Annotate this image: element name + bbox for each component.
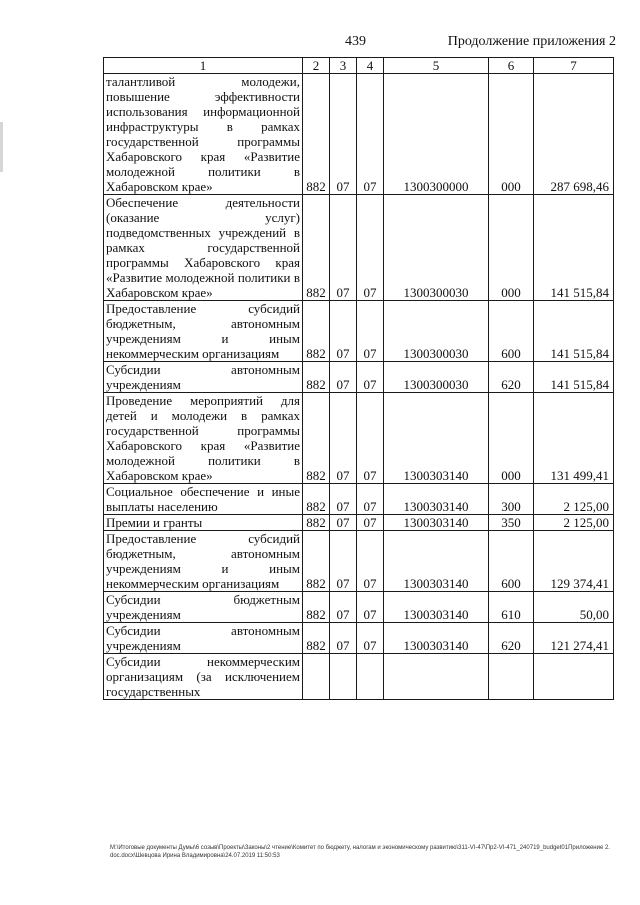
row-name-cell: Проведение мероприятий для детей и молодежи в рамках государственной программы Хабаровского края «Развитие молодежной политики в Хабаровском крае» bbox=[104, 393, 303, 484]
amount-cell: 141 515,84 bbox=[534, 195, 614, 301]
table-row bbox=[104, 301, 614, 362]
table-row bbox=[104, 531, 614, 592]
subsection-cell: 07 bbox=[357, 531, 384, 592]
row-name-cell: Субсидии некоммерческим организациям (за исключением государственных bbox=[104, 654, 303, 700]
target-article-cell bbox=[384, 654, 489, 700]
target-article-cell: 1300303140 bbox=[384, 592, 489, 623]
target-article-cell: 1300300030 bbox=[384, 301, 489, 362]
section-cell: 07 bbox=[330, 195, 357, 301]
table-row bbox=[104, 393, 614, 484]
section-cell: 07 bbox=[330, 362, 357, 393]
expense-type-cell: 610 bbox=[489, 592, 534, 623]
expense-type-cell: 350 bbox=[489, 515, 534, 531]
target-article-cell: 1300300000 bbox=[384, 74, 489, 195]
column-number-row bbox=[104, 58, 614, 74]
column-header: 6 bbox=[489, 58, 534, 74]
ministry-code-cell: 882 bbox=[303, 393, 330, 484]
budget-table bbox=[103, 57, 614, 700]
section-cell: 07 bbox=[330, 393, 357, 484]
amount-cell: 2 125,00 bbox=[534, 515, 614, 531]
subsection-cell: 07 bbox=[357, 393, 384, 484]
subsection-cell: 07 bbox=[357, 592, 384, 623]
table-row bbox=[104, 195, 614, 301]
expense-type-cell: 300 bbox=[489, 484, 534, 515]
ministry-code-cell: 882 bbox=[303, 301, 330, 362]
ministry-code-cell: 882 bbox=[303, 362, 330, 393]
subsection-cell: 07 bbox=[357, 623, 384, 654]
target-article-cell: 1300303140 bbox=[384, 531, 489, 592]
column-header: 2 bbox=[303, 58, 330, 74]
column-header: 4 bbox=[357, 58, 384, 74]
target-article-cell: 1300303140 bbox=[384, 623, 489, 654]
section-cell: 07 bbox=[330, 74, 357, 195]
target-article-cell: 1300303140 bbox=[384, 515, 489, 531]
ministry-code-cell: 882 bbox=[303, 484, 330, 515]
subsection-cell: 07 bbox=[357, 195, 384, 301]
amount-cell: 2 125,00 bbox=[534, 484, 614, 515]
amount-cell: 129 374,41 bbox=[534, 531, 614, 592]
ministry-code-cell bbox=[303, 654, 330, 700]
ministry-code-cell: 882 bbox=[303, 195, 330, 301]
row-name-cell: Субсидии автономным учреждениям bbox=[104, 362, 303, 393]
table-row bbox=[104, 74, 614, 195]
row-name-cell: Социальное обеспечение и иные выплаты населению bbox=[104, 484, 303, 515]
row-name-cell: Субсидии автономным учреждениям bbox=[104, 623, 303, 654]
table-row bbox=[104, 654, 614, 700]
amount-cell: 287 698,46 bbox=[534, 74, 614, 195]
page-number: 439 bbox=[345, 34, 366, 49]
ministry-code-cell: 882 bbox=[303, 515, 330, 531]
subsection-cell bbox=[357, 654, 384, 700]
expense-type-cell: 000 bbox=[489, 393, 534, 484]
subsection-cell: 07 bbox=[357, 515, 384, 531]
target-article-cell: 1300303140 bbox=[384, 484, 489, 515]
table-row bbox=[104, 362, 614, 393]
ministry-code-cell: 882 bbox=[303, 623, 330, 654]
expense-type-cell: 000 bbox=[489, 195, 534, 301]
column-header: 7 bbox=[534, 58, 614, 74]
target-article-cell: 1300300030 bbox=[384, 195, 489, 301]
amount-cell: 121 274,41 bbox=[534, 623, 614, 654]
column-header: 5 bbox=[384, 58, 489, 74]
appendix-continuation-note: Продолжение приложения 2 bbox=[447, 34, 616, 49]
row-name-cell: Предоставление субсидий бюджетным, автономным учреждениям и иным некоммерческим организациям bbox=[104, 531, 303, 592]
section-cell: 07 bbox=[330, 531, 357, 592]
amount-cell: 131 499,41 bbox=[534, 393, 614, 484]
row-name-cell: Премии и гранты bbox=[104, 515, 303, 531]
column-header: 1 bbox=[104, 58, 303, 74]
target-article-cell: 1300303140 bbox=[384, 393, 489, 484]
subsection-cell: 07 bbox=[357, 484, 384, 515]
amount-cell: 50,00 bbox=[534, 592, 614, 623]
amount-cell: 141 515,84 bbox=[534, 301, 614, 362]
ministry-code-cell: 882 bbox=[303, 531, 330, 592]
table-row bbox=[104, 623, 614, 654]
row-name-cell: Субсидии бюджетным учреждениям bbox=[104, 592, 303, 623]
table-row bbox=[104, 484, 614, 515]
ministry-code-cell: 882 bbox=[303, 74, 330, 195]
row-name-cell: талантливой молодежи, повышение эффективности использования информационной инфраструктуры в рамках государственной программы Хабаровского края «Развитие молодежной политики в Хабаровском крае» bbox=[104, 74, 303, 195]
expense-type-cell: 620 bbox=[489, 362, 534, 393]
table-row bbox=[104, 592, 614, 623]
document-path-footer: М:\Итоговые документы Думы\6 созыв\Проекты\Законы\2 чтение\Комитет по бюджету, налогам и экономическому развитию\311-VI-47\Пр2-VI-471_240719_budget01Приложение 2.doc.docx\Шевцова Ирина Владимировна\24.07.2019 11:50:53 bbox=[110, 845, 610, 859]
top-edge-artifact bbox=[430, 0, 640, 8]
scan-edge-mark bbox=[0, 122, 3, 172]
section-cell: 07 bbox=[330, 515, 357, 531]
section-cell bbox=[330, 654, 357, 700]
section-cell: 07 bbox=[330, 301, 357, 362]
section-cell: 07 bbox=[330, 484, 357, 515]
column-header: 3 bbox=[330, 58, 357, 74]
table-row bbox=[104, 515, 614, 531]
expense-type-cell: 600 bbox=[489, 531, 534, 592]
subsection-cell: 07 bbox=[357, 301, 384, 362]
ministry-code-cell: 882 bbox=[303, 592, 330, 623]
expense-type-cell bbox=[489, 654, 534, 700]
section-cell: 07 bbox=[330, 592, 357, 623]
expense-type-cell: 620 bbox=[489, 623, 534, 654]
expense-type-cell: 600 bbox=[489, 301, 534, 362]
target-article-cell: 1300300030 bbox=[384, 362, 489, 393]
row-name-cell: Обеспечение деятельности (оказание услуг) подведомственных учреждений в рамках государственной программы Хабаровского края «Развитие молодежной политики в Хабаровском крае» bbox=[104, 195, 303, 301]
amount-cell bbox=[534, 654, 614, 700]
subsection-cell: 07 bbox=[357, 362, 384, 393]
section-cell: 07 bbox=[330, 623, 357, 654]
expense-type-cell: 000 bbox=[489, 74, 534, 195]
amount-cell: 141 515,84 bbox=[534, 362, 614, 393]
subsection-cell: 07 bbox=[357, 74, 384, 195]
row-name-cell: Предоставление субсидий бюджетным, автономным учреждениям и иным некоммерческим организациям bbox=[104, 301, 303, 362]
